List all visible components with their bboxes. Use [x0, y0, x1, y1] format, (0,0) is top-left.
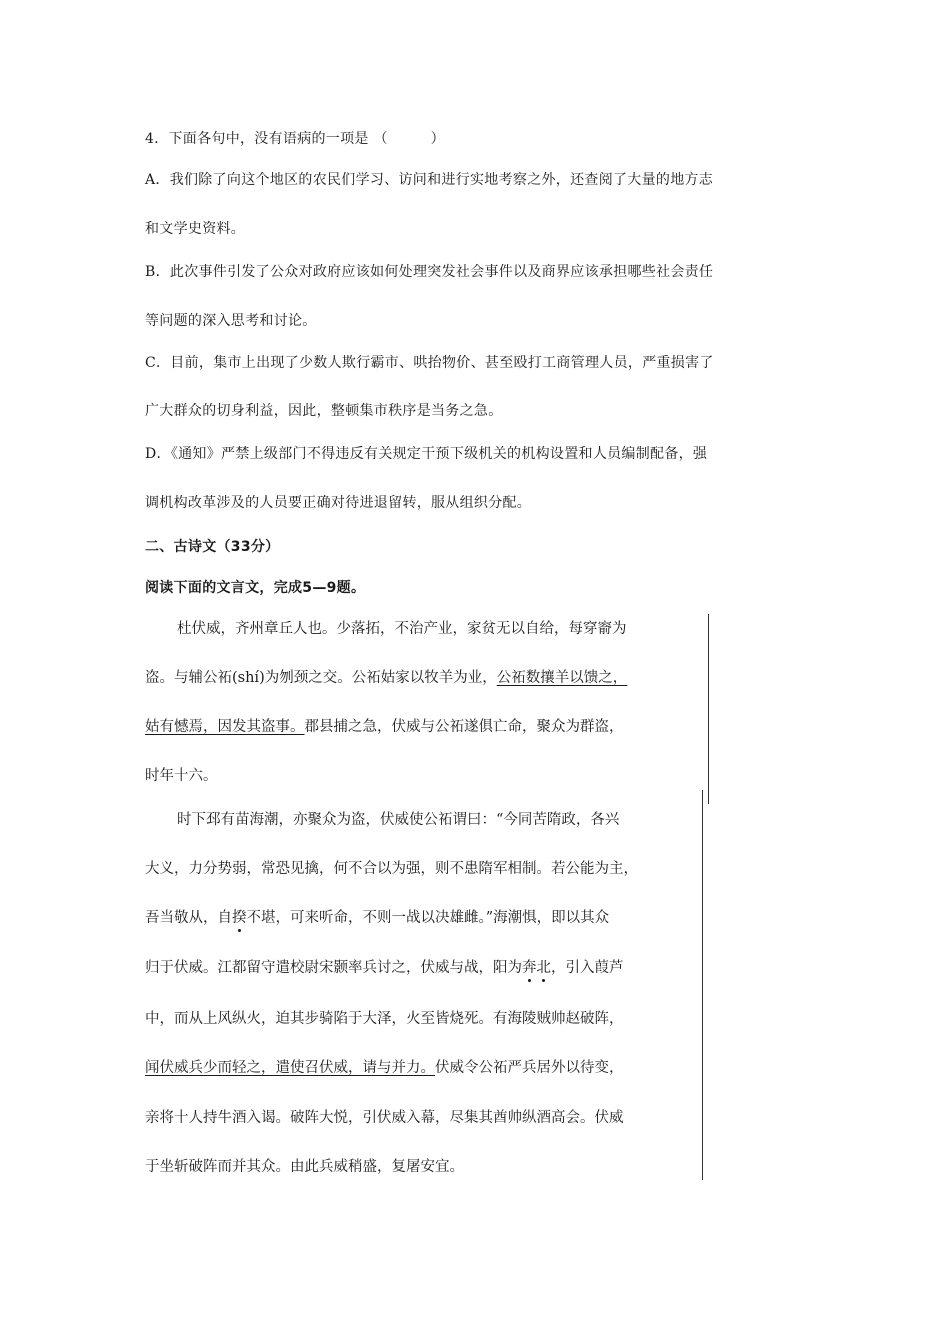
passage-line: 亲将十人持牛酒入谒。破阵大悦，引伏威入幕，尽集其酋帅纵酒高会。伏威 — [145, 1110, 624, 1126]
passage-line — [145, 668, 627, 688]
passage-line: 时年十六。 — [145, 768, 218, 784]
section-heading: 二、古诗文（33分） — [145, 539, 280, 555]
passage-text: 郡县捕之急，伏威与公祏遂俱亡命，聚众为群盗， — [304, 719, 624, 735]
dotted-char: 奔 — [522, 960, 537, 976]
option-c-line-1: C．目前，集市上出现了少数人欺行霸市、哄抬物价、甚至殴打工商管理人员，严重损害了 — [145, 355, 714, 371]
passage-text: 伏威令公祏严兵居外以待变， — [435, 1060, 624, 1076]
passage-line — [145, 1058, 624, 1078]
passage-line: 大义，力分势弱，常恐见擒，何不合以为强，则不患隋军相制。若公能为主， — [145, 861, 638, 877]
option-d-line-1: D．《通知》严禁上级部门不得违反有关规定干预下级机关的机构设置和人员编制配备，强 — [145, 446, 708, 462]
option-a-line-1: A．我们除了向这个地区的农民们学习、访问和进行实地考察之外，还查阅了大量的地方志 — [145, 172, 714, 188]
passage-line — [145, 958, 624, 978]
passage-line — [145, 908, 609, 928]
passage-line: 于坐斩破阵而并其众。由此兵威稍盛，复屠安宜。 — [145, 1159, 464, 1175]
option-a-line-2: 和文学史资料。 — [145, 221, 246, 237]
margin-rule — [708, 614, 709, 804]
question-4-stem: 4．下面各句中，没有语病的一项是 （ ） — [145, 131, 445, 147]
passage-text: 归于伏威。江都留守遣校尉宋颢率兵讨之，伏威与战，阳为 — [145, 960, 522, 976]
dotted-char: 揆 — [232, 910, 247, 926]
section-instruction: 阅读下面的文言文，完成5—9题。 — [145, 580, 366, 596]
passage-line — [145, 717, 624, 737]
dotted-char: 北 — [536, 960, 551, 976]
passage-text: 盗。与辅公祏(shí)为刎颈之交。公祏姑家以牧羊为业， — [145, 670, 497, 686]
passage-text: 不堪，可来听命，不则一战以决雄雌。”海潮惧，即以其众 — [246, 910, 610, 926]
option-b-line-2: 等问题的深入思考和讨论。 — [145, 313, 317, 329]
passage-line: 杜伏威，齐州章丘人也。少落拓，不治产业，家贫无以自给，每穿窬为 — [177, 621, 627, 637]
passage-text: ，引入葭芦 — [551, 960, 624, 976]
option-b-line-1: B．此次事件引发了公众对政府应该如何处理突发社会事件以及商界应该承担哪些社会责任 — [145, 264, 714, 280]
passage-line: 时下邳有苗海潮，亦聚众为盗，伏威使公祏谓曰：“今同苦隋政，各兴 — [177, 812, 620, 828]
option-c-line-2: 广大群众的切身利益，因此，整顿集市秩序是当务之急。 — [145, 403, 503, 419]
underlined-sentence: 姑有憾焉，因发其盗事。 — [145, 719, 305, 735]
option-d-line-2: 调机构改革涉及的人员要正确对待进退留转，服从组织分配。 — [145, 495, 532, 511]
passage-text: 吾当敬从，自 — [145, 910, 232, 926]
underlined-sentence: 公祏数攘羊以馈之， — [496, 670, 628, 686]
margin-rule — [702, 790, 703, 1180]
passage-line: 中，而从上风纵火，迫其步骑陷于大泽，火至皆烧死。有海陵贼帅赵破阵， — [145, 1011, 624, 1027]
underlined-sentence: 闻伏威兵少而轻之，遣使召伏威，请与并力。 — [145, 1060, 435, 1076]
